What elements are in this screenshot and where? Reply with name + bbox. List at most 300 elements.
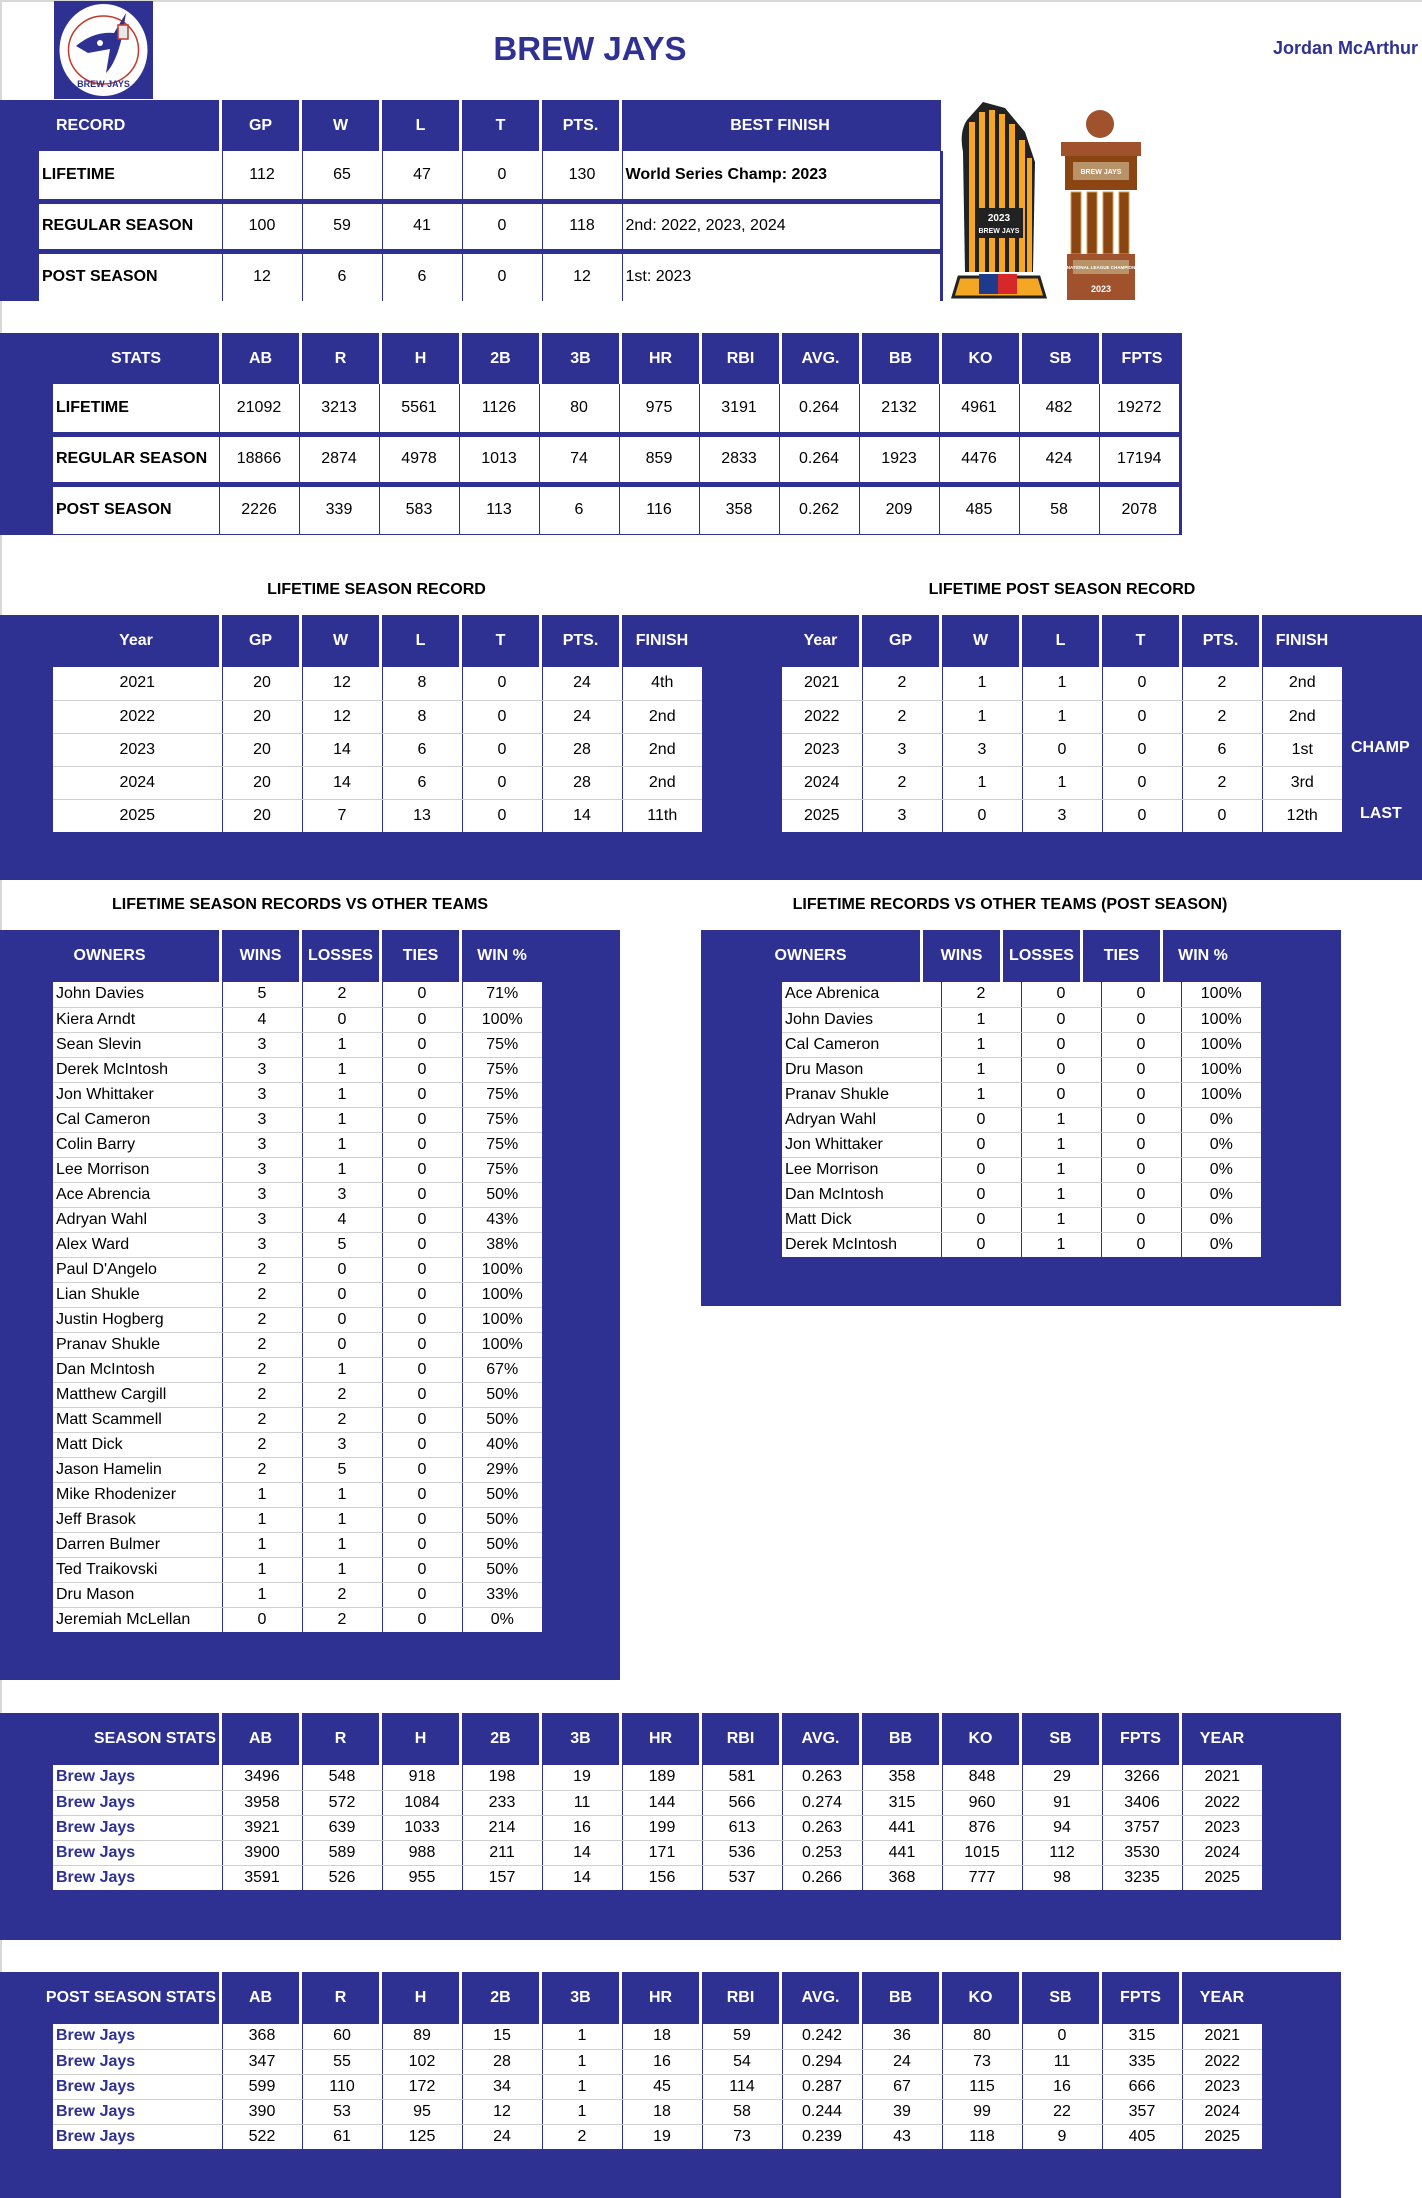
cell: 2226 — [219, 484, 299, 534]
stats-header-cell: AB — [222, 333, 302, 385]
cell: 5 — [222, 982, 302, 1007]
table-row — [53, 700, 702, 733]
cell: 2021 — [1182, 2024, 1262, 2049]
season-record-table — [53, 667, 702, 832]
row-label: Jeremiah McLellan — [56, 1610, 191, 1628]
cell: 537 — [702, 1865, 782, 1890]
cell: 13 — [382, 799, 462, 832]
cell: 0 — [1101, 1207, 1181, 1232]
row-label: Cal Cameron — [782, 1032, 941, 1057]
cell: 1084 — [382, 1790, 462, 1815]
record-header-label: RECORD — [53, 100, 222, 152]
cell: 358 — [862, 1765, 942, 1790]
cell: 0 — [941, 1132, 1021, 1157]
cell: 21092 — [219, 384, 299, 434]
cell: 0 — [1101, 1132, 1181, 1157]
row-label: Pranav Shukle — [782, 1082, 941, 1107]
cell: 2024 — [1182, 1840, 1262, 1865]
cell: 116 — [619, 484, 699, 534]
cell: 1 — [302, 1132, 382, 1157]
cell: 50% — [462, 1407, 542, 1432]
table-row — [53, 1840, 1262, 1865]
cell: 2022 — [1182, 1790, 1262, 1815]
record-header-pts: PTS. — [542, 100, 622, 152]
table-row — [53, 1582, 542, 1607]
cell: 2023 — [53, 733, 222, 766]
cell: 12 — [222, 251, 302, 301]
table-row — [39, 251, 941, 301]
stats-header-cell: R — [302, 333, 382, 385]
table-row — [782, 1132, 1261, 1157]
cell: 6 — [539, 484, 619, 534]
cell: 100% — [1181, 1032, 1261, 1057]
record-table — [39, 151, 943, 301]
cell: 6 — [382, 733, 462, 766]
header-cell: GP — [862, 615, 942, 667]
table-row — [53, 2124, 1262, 2149]
cell: 1 — [222, 1532, 302, 1557]
cell: 2 — [222, 1407, 302, 1432]
cell: 0 — [1102, 667, 1182, 700]
cell: 4 — [302, 1207, 382, 1232]
cell: 29 — [1022, 1765, 1102, 1790]
row-label: Brew Jays — [56, 1868, 136, 1886]
cell: 24 — [462, 2124, 542, 2149]
sheet-border — [0, 0, 1422, 2]
cell: 3 — [222, 1157, 302, 1182]
header-cell: L — [382, 615, 462, 667]
cell: 0 — [1102, 766, 1182, 799]
cell: 100% — [1181, 982, 1261, 1007]
table-row — [53, 1132, 542, 1157]
svg-text:NATIONAL LEAGUE CHAMPION: NATIONAL LEAGUE CHAMPION — [1066, 265, 1136, 270]
cell: 80 — [942, 2024, 1022, 2049]
header-cell: FPTS — [1102, 1713, 1182, 1765]
header-cell: W — [942, 615, 1022, 667]
cell: 5561 — [379, 384, 459, 434]
cell: 100 — [222, 201, 302, 251]
cell: 75% — [462, 1057, 542, 1082]
cell: 8 — [382, 700, 462, 733]
row-label: Jeff Brasok — [53, 1507, 222, 1532]
cell: 75% — [462, 1082, 542, 1107]
row-label: Matt Scammell — [53, 1407, 222, 1432]
cell: 522 — [222, 2124, 302, 2149]
cell: 0 — [382, 1182, 462, 1207]
cell: 589 — [302, 1840, 382, 1865]
season-record-header — [53, 615, 702, 667]
table-row — [782, 700, 1342, 733]
row-label: Brew Jays — [53, 1840, 222, 1865]
cell: 2025 — [803, 806, 840, 824]
cell: 2021 — [782, 667, 862, 700]
cell: 172 — [382, 2074, 462, 2099]
cell: 38% — [462, 1232, 542, 1257]
table-row — [782, 799, 1342, 832]
cell: 54 — [702, 2049, 782, 2074]
team-logo — [54, 1, 153, 99]
cell: 2023 — [1182, 2074, 1262, 2099]
row-label: Brew Jays — [53, 1815, 222, 1840]
record-label: POST SEASON — [42, 268, 158, 286]
cell: 34 — [462, 2074, 542, 2099]
cell: 14 — [542, 799, 622, 832]
cell: 2023 — [1182, 1815, 1262, 1840]
cell: 24 — [542, 700, 622, 733]
cell: 18866 — [219, 434, 299, 484]
table-row — [53, 1007, 542, 1032]
cell: 115 — [942, 2074, 1022, 2099]
cell: 1 — [542, 2049, 622, 2074]
cell: 22 — [1022, 2099, 1102, 2124]
cell: 0 — [941, 1182, 1021, 1207]
record-header-l: L — [382, 100, 462, 152]
header-cell: OWNERS — [0, 930, 222, 982]
cell: 1 — [1021, 1182, 1101, 1207]
cell: 0 — [382, 1607, 462, 1632]
row-label: Darren Bulmer — [53, 1532, 222, 1557]
table-row — [53, 1207, 542, 1232]
cell: 3 — [222, 1232, 302, 1257]
cell: 0 — [941, 1207, 1021, 1232]
cell: 3266 — [1102, 1765, 1182, 1790]
cell: 189 — [622, 1765, 702, 1790]
cell: 0 — [1021, 1032, 1101, 1057]
cell: 536 — [702, 1840, 782, 1865]
cell: 50% — [462, 1532, 542, 1557]
cell: 100% — [1181, 1082, 1261, 1107]
cell: 3921 — [222, 1815, 302, 1840]
cell: 1126 — [459, 384, 539, 434]
cell: 2 — [1182, 667, 1262, 700]
cell: 17194 — [1099, 434, 1179, 484]
row-label: Alex Ward — [53, 1232, 222, 1257]
post-season-stats-header — [0, 1972, 1262, 2024]
post-record-header — [782, 615, 1342, 667]
cell: 1 — [542, 2099, 622, 2124]
cell: 16 — [542, 1815, 622, 1840]
cell: 526 — [302, 1865, 382, 1890]
cell: 572 — [302, 1790, 382, 1815]
cell: 0 — [382, 1582, 462, 1607]
table-row — [53, 1057, 542, 1082]
cell: 41 — [382, 201, 462, 251]
cell: 2 — [862, 700, 942, 733]
stats-header-cell: SB — [1022, 333, 1102, 385]
header-cell: WIN % — [1178, 947, 1228, 964]
cell: 20 — [222, 733, 302, 766]
cell: 59 — [702, 2024, 782, 2049]
cell: 0 — [1101, 1007, 1181, 1032]
stats-table — [53, 384, 1179, 534]
cell: 876 — [942, 1815, 1022, 1840]
stats-header-cell: H — [382, 333, 462, 385]
cell: 60 — [302, 2024, 382, 2049]
header-cell: T — [1102, 615, 1182, 667]
cell: 0 — [462, 799, 542, 832]
header-cell: SEASON STATS — [0, 1713, 222, 1765]
cell: 73 — [942, 2049, 1022, 2074]
cell: 441 — [862, 1840, 942, 1865]
season-stats-table — [53, 1765, 1262, 1890]
cell: 8 — [382, 667, 462, 700]
cell: 0 — [382, 1507, 462, 1532]
header-cell: H — [382, 1713, 462, 1765]
cell: 0 — [462, 766, 542, 799]
cell: 0% — [1181, 1182, 1261, 1207]
cell: 233 — [462, 1790, 542, 1815]
stats-header-cell: 2B — [462, 333, 542, 385]
cell: 74 — [539, 434, 619, 484]
cell: 988 — [382, 1840, 462, 1865]
cell: 0% — [1181, 1157, 1261, 1182]
table-row — [53, 1765, 1262, 1790]
cell: 40% — [462, 1432, 542, 1457]
row-label: Adryan Wahl — [782, 1107, 941, 1132]
row-label: Brew Jays — [53, 1765, 222, 1790]
cell: 0 — [1022, 2024, 1102, 2049]
cell: 113 — [459, 484, 539, 534]
vs-teams-title: LIFETIME SEASON RECORDS VS OTHER TEAMS — [111, 896, 489, 913]
cell: 14 — [542, 1840, 622, 1865]
cell: 3 — [1022, 799, 1102, 832]
row-label: Derek McIntosh — [53, 1057, 222, 1082]
header-cell: BB — [862, 1972, 942, 2024]
cell: 156 — [622, 1865, 702, 1890]
cell: 91 — [1022, 1790, 1102, 1815]
cell: 2nd — [1262, 700, 1342, 733]
row-label: Jason Hamelin — [53, 1457, 222, 1482]
header-cell: KO — [942, 1972, 1022, 2024]
stats-header — [53, 333, 1182, 385]
table-row — [39, 201, 941, 251]
cell: 368 — [862, 1865, 942, 1890]
header-cell: FPTS — [1102, 1972, 1182, 2024]
header-cell: HR — [622, 1713, 702, 1765]
row-label: Justin Hogberg — [53, 1307, 222, 1332]
cell: 3 — [222, 1032, 302, 1057]
cell: 1 — [542, 2074, 622, 2099]
cell: 14 — [302, 766, 382, 799]
cell: 2 — [302, 1407, 382, 1432]
table-row — [53, 1557, 542, 1582]
table-row — [782, 667, 1342, 700]
cell: 0 — [382, 1232, 462, 1257]
cell: 50% — [462, 1557, 542, 1582]
cell: 20 — [222, 766, 302, 799]
cell: 2 — [302, 982, 382, 1007]
table-row — [53, 2049, 1262, 2074]
cell: 157 — [462, 1865, 542, 1890]
cell: 45 — [622, 2074, 702, 2099]
cell: 0 — [382, 1557, 462, 1582]
cell: 24 — [542, 667, 622, 700]
cell: 1 — [1021, 1157, 1101, 1182]
row-label: Brew Jays — [53, 2049, 222, 2074]
row-label: Paul D'Angelo — [53, 1257, 222, 1282]
cell: 1 — [1021, 1232, 1101, 1257]
post-record-title: LIFETIME POST SEASON RECORD — [928, 581, 1196, 598]
table-row — [53, 2024, 1262, 2049]
table-row — [53, 1532, 542, 1557]
cell: 1 — [302, 1557, 382, 1582]
cell: 1 — [222, 1482, 302, 1507]
cell: 315 — [862, 1790, 942, 1815]
row-label: Dan McIntosh — [53, 1357, 222, 1382]
cell: 2nd — [1262, 667, 1342, 700]
cell: 2 — [222, 1357, 302, 1382]
row-label: REGULAR SEASON — [53, 434, 219, 484]
vs-teams-post-header — [701, 930, 1243, 982]
cell: 390 — [222, 2099, 302, 2124]
cell: 0 — [382, 1432, 462, 1457]
cell: 125 — [382, 2124, 462, 2149]
cell: 548 — [302, 1765, 382, 1790]
cell: 1 — [302, 1032, 382, 1057]
table-row — [53, 799, 702, 832]
table-row — [53, 1082, 542, 1107]
cell: 100% — [1181, 1007, 1261, 1032]
cell: 0 — [1101, 1232, 1181, 1257]
row-label: Derek McIntosh — [785, 1235, 898, 1253]
cell: 0.264 — [779, 384, 859, 434]
header-cell: GP — [222, 615, 302, 667]
cell: 2 — [222, 1382, 302, 1407]
header-cell: WIN % — [477, 947, 527, 964]
cell: 3900 — [222, 1840, 302, 1865]
cell: 2 — [302, 1582, 382, 1607]
cell: 3 — [222, 1132, 302, 1157]
cell: 1 — [1021, 1207, 1101, 1232]
cell: 0 — [462, 700, 542, 733]
row-label: John Davies — [782, 1007, 941, 1032]
header-cell: R — [302, 1972, 382, 2024]
cell: 0 — [382, 1357, 462, 1382]
table-row — [53, 1382, 542, 1407]
cell: 2024 — [53, 766, 222, 799]
cell: 16 — [1022, 2074, 1102, 2099]
table-row — [782, 1107, 1261, 1132]
cell: 0.264 — [779, 434, 859, 484]
cell: 0 — [382, 1057, 462, 1082]
cell: 0 — [462, 733, 542, 766]
row-label: Matt Dick — [53, 1432, 222, 1457]
svg-text:BREW JAYS: BREW JAYS — [978, 228, 1020, 235]
cell: 2022 — [782, 700, 862, 733]
cell: 71% — [462, 982, 542, 1007]
cell: 0 — [462, 151, 542, 201]
cell: 0 — [1182, 799, 1262, 832]
cell: 2 — [222, 1282, 302, 1307]
cell: 9 — [1022, 2124, 1102, 2149]
table-row — [782, 1007, 1261, 1032]
cell: 0.294 — [782, 2049, 862, 2074]
cell: 2874 — [299, 434, 379, 484]
cell: 859 — [619, 434, 699, 484]
champ-label: CHAMP — [1351, 739, 1410, 756]
cell: 0 — [382, 1307, 462, 1332]
record-header-w: W — [302, 100, 382, 152]
world-series-trophy-icon — [945, 92, 1053, 304]
cell: 2021 — [53, 667, 222, 700]
table-row — [782, 1032, 1261, 1057]
table-row — [782, 733, 1342, 766]
header-cell: YEAR — [1199, 1730, 1245, 1747]
cell: 0 — [462, 201, 542, 251]
cell: 20 — [222, 700, 302, 733]
cell: 2 — [1182, 766, 1262, 799]
header-cell: AVG. — [782, 1713, 862, 1765]
cell: 0% — [1181, 1132, 1261, 1157]
cell: 3 — [222, 1107, 302, 1132]
team-title: BREW JAYS — [493, 30, 687, 67]
cell: 3 — [222, 1057, 302, 1082]
table-row — [53, 1790, 1262, 1815]
cell: 2 — [222, 1257, 302, 1282]
cell: 4 — [222, 1007, 302, 1032]
row-label: Sean Slevin — [53, 1032, 222, 1057]
cell: 18 — [622, 2024, 702, 2049]
header-cell: POST SEASON STATS — [0, 1972, 222, 2024]
cell: 58 — [702, 2099, 782, 2124]
row-label: Kiera Arndt — [53, 1007, 222, 1032]
record-label: REGULAR SEASON — [39, 201, 222, 251]
cell: 485 — [939, 484, 1019, 534]
cell: 209 — [859, 484, 939, 534]
header-cell: TIES — [1083, 930, 1163, 982]
world-series-trophy — [945, 92, 1053, 304]
cell: 0 — [1022, 733, 1102, 766]
cell: 59 — [302, 201, 382, 251]
cell: 0 — [1021, 982, 1101, 1007]
stats-header-cell: KO — [942, 333, 1022, 385]
table-row — [782, 1232, 1261, 1257]
cell: 0.262 — [779, 484, 859, 534]
cell: 0 — [1102, 799, 1182, 832]
row-label: Brew Jays — [53, 1790, 222, 1815]
row-label: Matthew Cargill — [53, 1382, 222, 1407]
row-label: Jon Whittaker — [53, 1082, 222, 1107]
record-header-t: T — [462, 100, 542, 152]
table-row — [53, 1157, 542, 1182]
cell: 1015 — [942, 1840, 1022, 1865]
header-cell: BB — [862, 1713, 942, 1765]
header-cell: W — [302, 615, 382, 667]
header-cell: 3B — [542, 1972, 622, 2024]
cell: 0% — [1181, 1232, 1261, 1257]
cell: 358 — [699, 484, 779, 534]
cell: 0.266 — [782, 1865, 862, 1890]
table-row — [53, 1432, 542, 1457]
cell: 2078 — [1099, 484, 1179, 534]
cell: 50% — [462, 1382, 542, 1407]
cell: 2025 — [119, 806, 156, 824]
cell: 0.274 — [782, 1790, 862, 1815]
cell: 0 — [382, 1382, 462, 1407]
cell: 3rd — [1262, 766, 1342, 799]
row-label: Brew Jays — [53, 2099, 222, 2124]
table-row — [53, 484, 1179, 534]
table-row — [782, 1082, 1261, 1107]
cell: 0% — [1181, 1107, 1261, 1132]
cell: 4961 — [939, 384, 1019, 434]
record-header — [53, 100, 938, 152]
cell: 0 — [1021, 1007, 1101, 1032]
row-label: LIFETIME — [53, 384, 219, 434]
cell: 2023 — [782, 733, 862, 766]
cell: 0 — [1101, 1107, 1181, 1132]
record-header-gp: GP — [222, 100, 302, 152]
